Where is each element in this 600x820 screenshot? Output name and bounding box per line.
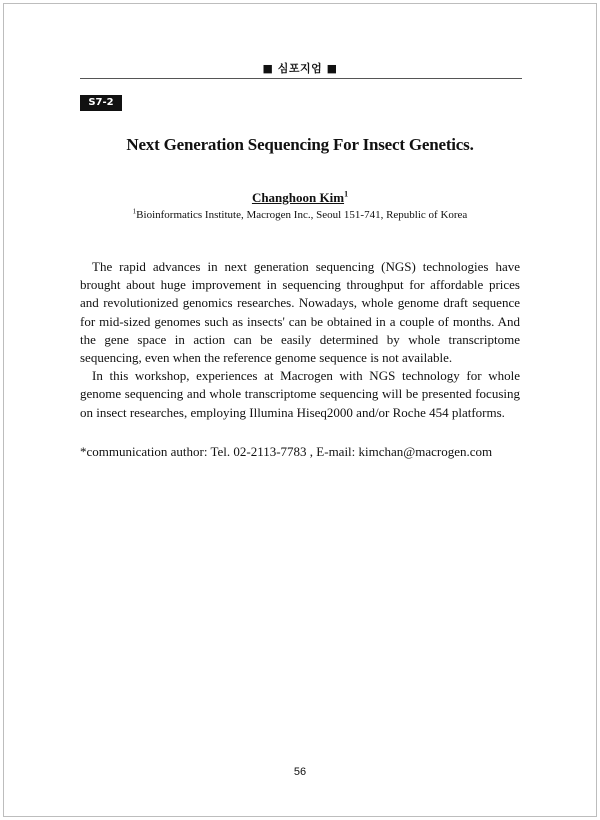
author-affiliation-mark: 1 xyxy=(344,189,349,199)
paper-title: Next Generation Sequencing For Insect Genetics. xyxy=(126,135,474,154)
abstract xyxy=(80,258,520,422)
contact-info: *communication author: Tel. 02-2113-7783 , E-mail: kimchan@macrogen.com xyxy=(80,444,493,459)
session-badge: S7-2 xyxy=(80,95,122,111)
abstract-paragraph: The rapid advances in next generation sequencing (NGS) technologies have brought about huge improvement in sequencing throughput for affordable prices and revolutionized genomics researches. Nowadays, whole genome draft sequence for mid-sized genomes such as insects' can be obtained in a couple of months. And the gene space in action can be easily determined by whole transcriptome sequencing, even when the reference genome sequence is not available. xyxy=(80,259,520,366)
affiliation-text: Bioinformatics Institute, Macrogen Inc., Seoul 151-741, Republic of Korea xyxy=(136,209,468,221)
affiliation-mark: 1 xyxy=(132,207,137,216)
author-line xyxy=(80,190,520,206)
affiliation-line xyxy=(80,209,520,221)
author-name: Changhoon Kim xyxy=(251,190,345,205)
abstract-paragraph: In this workshop, experiences at Macrogen with NGS technology for whole genome sequencing and whole transcriptome sequencing will be presented focusing on insect researches, employing Illumina Hiseq2000 and/or Roche 454 platforms. xyxy=(80,368,520,420)
running-header: ■ 심포지엄 ■ xyxy=(262,62,338,75)
header-divider xyxy=(80,78,522,79)
page-number: 56 xyxy=(293,766,307,778)
